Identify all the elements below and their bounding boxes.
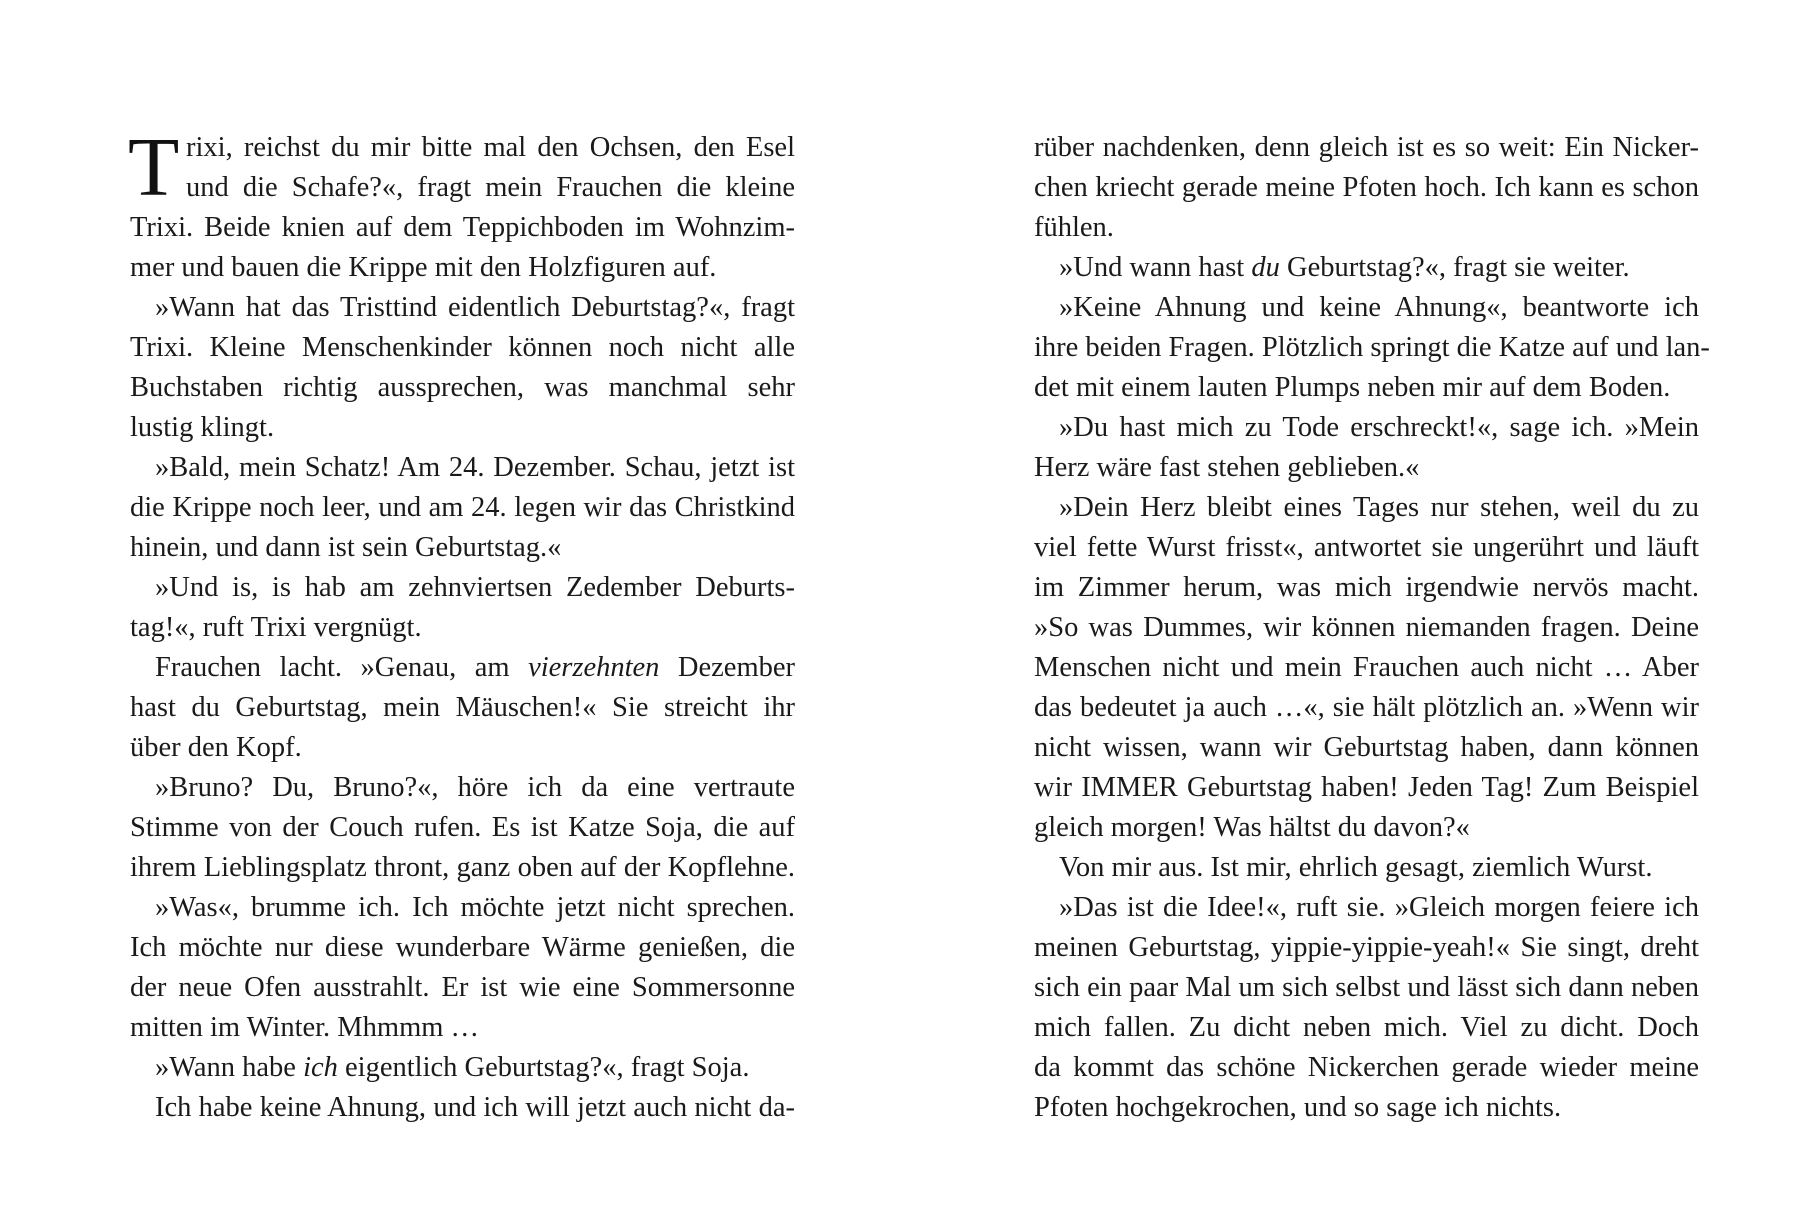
text-line: »Bald, mein Schatz! Am 24. Dezember. Schau, jetzt ist [155,452,795,483]
text-line: »So was Dummes, wir können niemanden fragen. Deine [1034,612,1699,643]
text-line: »Keine Ahnung und keine Ahnung«, beantworte ich [1059,292,1699,323]
text-line: lustig klingt. [130,412,275,443]
text-line: viel fette Wurst frisst«, antwortet sie ungerührt und läuft [1034,532,1699,563]
left-page [128,121,796,1128]
text-line: Pfoten hochgekrochen, und so sage ich nichts. [1034,1092,1562,1123]
text-line: »Und is, is hab am zehnviertsen Zedember Deburts- [155,572,795,603]
text-line: T rixi, reichst du mir bitte mal den Ochsen, den Esel [128,121,795,214]
text-line: »Wann habe ich eigentlich Geburtstag?«, fragt Soja. [155,1052,750,1083]
text-line: Trixi. Kleine Menschenkinder können noch nicht alle [130,332,795,363]
text-line: das bedeutet ja auch …«, sie hält plötzlich an. »Wenn wir [1034,692,1699,723]
text-line: hinein, und dann ist sein Geburtstag.« [130,532,562,563]
text-line: Frauchen lacht. »Genau, am vierzehnten Dezember [155,652,796,683]
text-line: Herz wäre fast stehen geblieben.« [1034,452,1420,483]
text-line: ihre beiden Fragen. Plötzlich springt die Katze auf und lan- [1034,332,1710,363]
text-line: »Bruno? Du, Bruno?«, höre ich da eine vertraute [155,772,795,803]
text-line: mitten im Winter. Mhmmm … [130,1012,480,1043]
text-line: über den Kopf. [130,732,302,763]
text-line: »Was«, brumme ich. Ich möchte jetzt nicht sprechen. [155,892,795,923]
text-line: »Wann hat das Tristtind eidentlich Deburtstag?«, fragt [155,292,795,323]
text-line: »Dein Herz bleibt eines Tages nur stehen, weil du zu [1059,492,1699,523]
text-line: ihrem Lieblingsplatz thront, ganz oben auf der Kopflehne. [130,852,795,883]
text-line: und die Schafe?«, fragt mein Frauchen die kleine [186,172,795,203]
text-line: mer und bauen die Krippe mit den Holzfiguren auf. [130,252,717,283]
text-line: rüber nachdenken, denn gleich ist es so weit: Ein Nicker- [1034,132,1699,163]
text-line: »Du hast mich zu Tode erschreckt!«, sage ich. »Mein [1059,412,1699,443]
text-line: Ich möchte nur diese wunderbare Wärme genießen, die [130,932,795,963]
text-line: nicht wissen, wann wir Geburtstag haben, dann können [1034,732,1699,763]
text-line: det mit einem lauten Plumps neben mir auf dem Boden. [1034,372,1671,403]
text-line: Stimme von der Couch rufen. Es ist Katze Soja, die auf [130,812,795,843]
text-line: der neue Ofen ausstrahlt. Er ist wie eine Sommersonne [130,972,795,1003]
right-page [1034,128,1710,1128]
text-line: Buchstaben richtig aussprechen, was manchmal sehr [130,372,795,403]
text-line: Von mir aus. Ist mir, ehrlich gesagt, ziemlich Wurst. [1059,852,1653,883]
text-line: wir IMMER Geburtstag haben! Jeden Tag! Zum Beispiel [1034,772,1699,803]
text-line: fühlen. [1034,212,1114,243]
text-line: tag!«, ruft Trixi vergnügt. [130,612,422,643]
text-line: gleich morgen! Was hältst du davon?« [1034,812,1470,843]
text-line: chen kriecht gerade meine Pfoten hoch. Ich kann es schon [1034,172,1699,203]
text-line: sich ein paar Mal um sich selbst und lässt sich dann neben [1034,972,1699,1003]
text-line: »Das ist die Idee!«, ruft sie. »Gleich morgen feiere ich [1059,892,1699,923]
text-line: »Und wann hast du Geburtstag?«, fragt sie weiter. [1059,252,1630,283]
text-line: Menschen nicht und mein Frauchen auch nicht … Aber [1034,652,1699,683]
text-line: meinen Geburtstag, yippie-yippie-yeah!« Sie singt, dreht [1034,932,1699,963]
text-line: hast du Geburtstag, mein Mäuschen!« Sie streicht ihr [130,692,795,723]
text-line: die Krippe noch leer, und am 24. legen wir das Christkind [130,492,795,523]
text-line: mich fallen. Zu dicht neben mich. Viel zu dicht. Doch [1034,1012,1699,1043]
drop-cap: T [128,121,180,214]
text-line: Ich habe keine Ahnung, und ich will jetzt auch nicht da- [155,1092,795,1123]
text-line: da kommt das schöne Nickerchen gerade wieder meine [1034,1052,1699,1083]
text-line: im Zimmer herum, was mich irgendwie nervös macht. [1034,572,1699,603]
text-line: Trixi. Beide knien auf dem Teppichboden im Wohnzim- [130,212,795,243]
